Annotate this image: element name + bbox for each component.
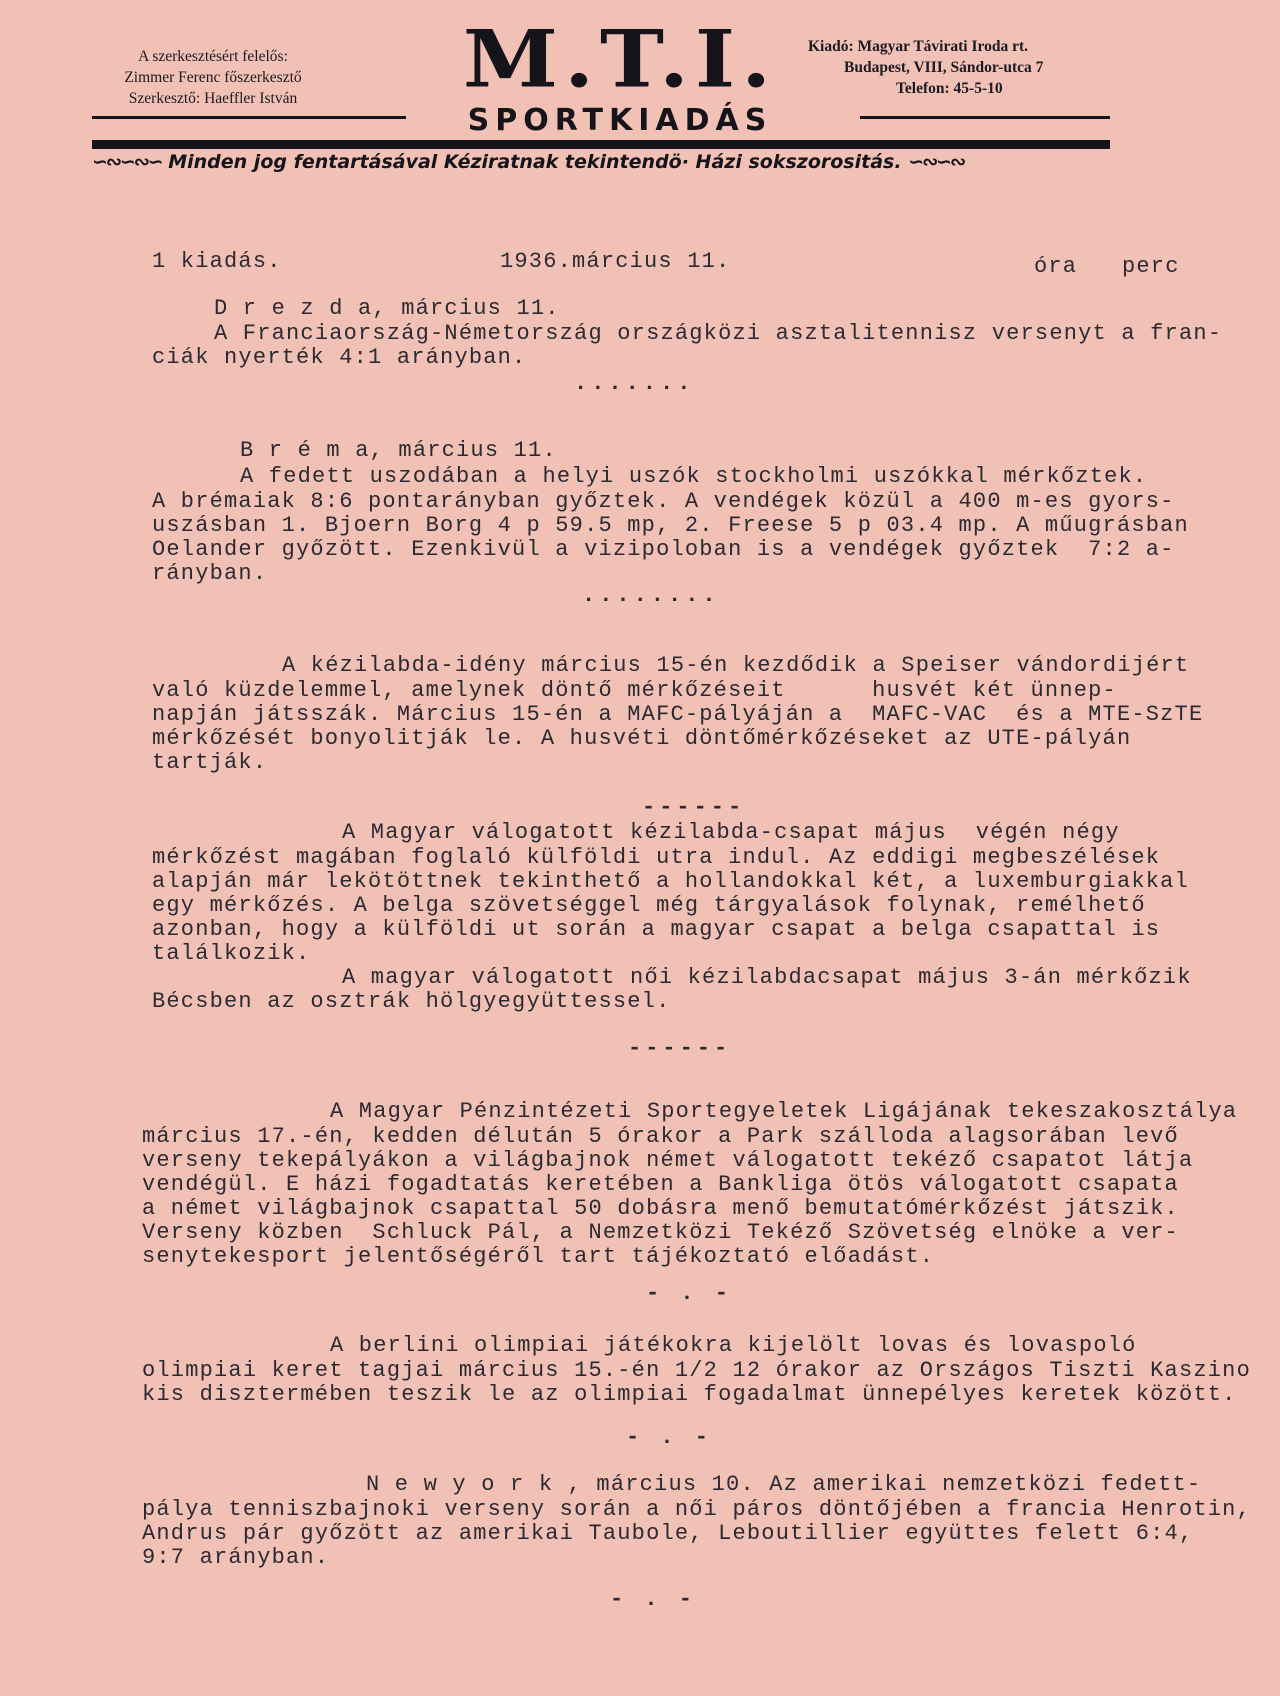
time-minute-label: perc <box>1122 254 1180 279</box>
article-line: A berlini olimpiai játékokra kijelölt lovas és lovaspoló <box>330 1333 1137 1358</box>
separator: ........ <box>582 583 720 608</box>
ornament-left-icon: ∽∾∽∾∽ <box>92 151 162 173</box>
article-line: mérkőzését bonyolitják le. A husvéti döntőmérkőzéseket az UTE-pályán <box>152 726 1132 751</box>
article-line: alapján már lekötöttnek tekinthető a hollandokkal két, a luxemburgiakkal <box>152 869 1189 894</box>
article-line: verseny tekepályákon a világbajnok német válogatott tekéző csapatot látja <box>142 1148 1194 1173</box>
ornament-right-icon: ∽∾∽∾ <box>908 151 964 173</box>
article-line: A kézilabda-idény március 15-én kezdődik a Speiser vándordijért <box>282 653 1190 678</box>
separator: - . - <box>610 1587 697 1612</box>
mti-logo: M.T.I. <box>462 13 778 106</box>
article-line: A Franciaország-Németország országközi asztalitennisz versenyt a fran- <box>214 321 1223 346</box>
article-line: Bécsben az osztrák hölgyegyüttessel. <box>152 989 671 1014</box>
article-line: Oelander győzött. Ezenkivül a vizipoloban is a vendégek győztek 7:2 a- <box>152 537 1175 562</box>
article-line: tartják. <box>152 750 268 775</box>
masthead-tagline <box>92 150 1110 174</box>
article-line: A fedett uszodában a helyi uszók stockholmi uszókkal mérkőztek. <box>240 464 1148 489</box>
article-line: vendégül. E házi fogadtatás keretében a Bankliga ötös válogatott csapata <box>142 1172 1179 1197</box>
article-line: pálya tenniszbajnoki verseny során a női páros döntőjében a francia Henrotin, <box>142 1497 1251 1522</box>
article-line: a német világbajnok csapattal 50 dobásra menő bemutatómérkőzést játszik. <box>142 1196 1179 1221</box>
article-line: rányban. <box>152 561 268 586</box>
article-line: A magyar válogatott női kézilabdacsapat május 3-án mérkőzik <box>342 965 1192 990</box>
article-line: A Magyar válogatott kézilabda-csapat május végén négy <box>342 820 1120 845</box>
masthead-editor-line: A szerkesztésért felelős: <box>138 48 288 65</box>
article-line: uszásban 1. Bjoern Borg 4 p 59.5 mp, 2. Freese 5 p 03.4 mp. A műugrásban <box>152 513 1189 538</box>
article-line: azonban, hogy a külföldi ut során a magyar csapat a belga csapattal is <box>152 917 1161 942</box>
separator: ....... <box>574 371 695 396</box>
article-line: senytekesport jelentőségéről tart tájékoztató előadást. <box>142 1244 935 1269</box>
article-line: A Magyar Pénzintézeti Sportegyeletek Ligájának tekeszakosztálya <box>330 1099 1238 1124</box>
article-line: A brémaiak 8:6 pontarányban győztek. A vendégek közül a 400 m-es gyors- <box>152 489 1175 514</box>
masthead-publisher-line: Telefon: 45-5-10 <box>896 80 1003 97</box>
article-line: való küzdelemmel, amelynek döntő mérkőzéseit husvét két ünnep- <box>152 678 1117 703</box>
article-line: találkozik. <box>152 941 311 966</box>
article-line: B r é m a, március 11. <box>240 438 557 463</box>
masthead-publisher <box>808 36 1118 99</box>
masthead-rule <box>92 140 1110 149</box>
article-line: N e w y o r k , március 10. Az amerikai nemzetközi fedett- <box>366 1472 1202 1497</box>
article-line: kis disztermében teszik le az olimpiai fogadalmat ünnepélyes keretek között. <box>142 1382 1237 1407</box>
edition-number: 1 kiadás. <box>152 249 282 274</box>
masthead-publisher-line: Budapest, VIII, Sándor-utca 7 <box>844 59 1044 76</box>
time-hour-label: óra <box>1034 254 1078 279</box>
article-line: mérkőzést magában foglaló külföldi utra indul. Az eddigi megbeszélések <box>152 845 1161 870</box>
separator: ------ <box>628 1036 732 1061</box>
article-line: egy mérkőzés. A belga szövetséggel még tárgyalások folynak, remélhető <box>152 893 1146 918</box>
separator: - . - <box>646 1281 733 1306</box>
masthead-editor-line: Zimmer Ferenc főszerkesztő <box>124 69 302 86</box>
article-line: március 17.-én, kedden délután 5 órakor a Park szálloda alagsorában levő <box>142 1124 1179 1149</box>
tagline-text: Minden jog fentartásával Kéziratnak tekintendö· Házi sokszorositás. <box>168 151 902 173</box>
masthead-editors <box>78 46 348 109</box>
article-line: Andrus pár győzött az amerikai Taubole, Leboutillier együttes felett 6:4, <box>142 1521 1194 1546</box>
sportkiadas-logo: SPORTKIADÁS <box>467 103 773 138</box>
separator: - . - <box>626 1425 713 1450</box>
article-line: 9:7 arányban. <box>142 1545 330 1570</box>
separator: ------ <box>642 795 746 820</box>
article-line: D r e z d a, március 11. <box>214 296 560 321</box>
article-line: olimpiai keret tagjai március 15.-én 1/2 12 órakor az Országos Tiszti Kaszino <box>142 1358 1251 1383</box>
edition-date: 1936.március 11. <box>500 249 731 274</box>
masthead-publisher-line: Kiadó: Magyar Távirati Iroda rt. <box>808 38 1029 55</box>
masthead-rule-left <box>92 116 406 119</box>
article-line: ciák nyerték 4:1 arányban. <box>152 345 527 370</box>
masthead-editor-line: Szerkesztő: Haeffler István <box>128 90 298 107</box>
article-line: napján játsszák. Március 15-én a MAFC-pályáján a MAFC-VAC és a MTE-SzTE <box>152 702 1204 727</box>
masthead-rule-right <box>860 116 1110 119</box>
article-line: Verseny közben Schluck Pál, a Nemzetközi Tekéző Szövetség elnöke a ver- <box>142 1220 1179 1245</box>
